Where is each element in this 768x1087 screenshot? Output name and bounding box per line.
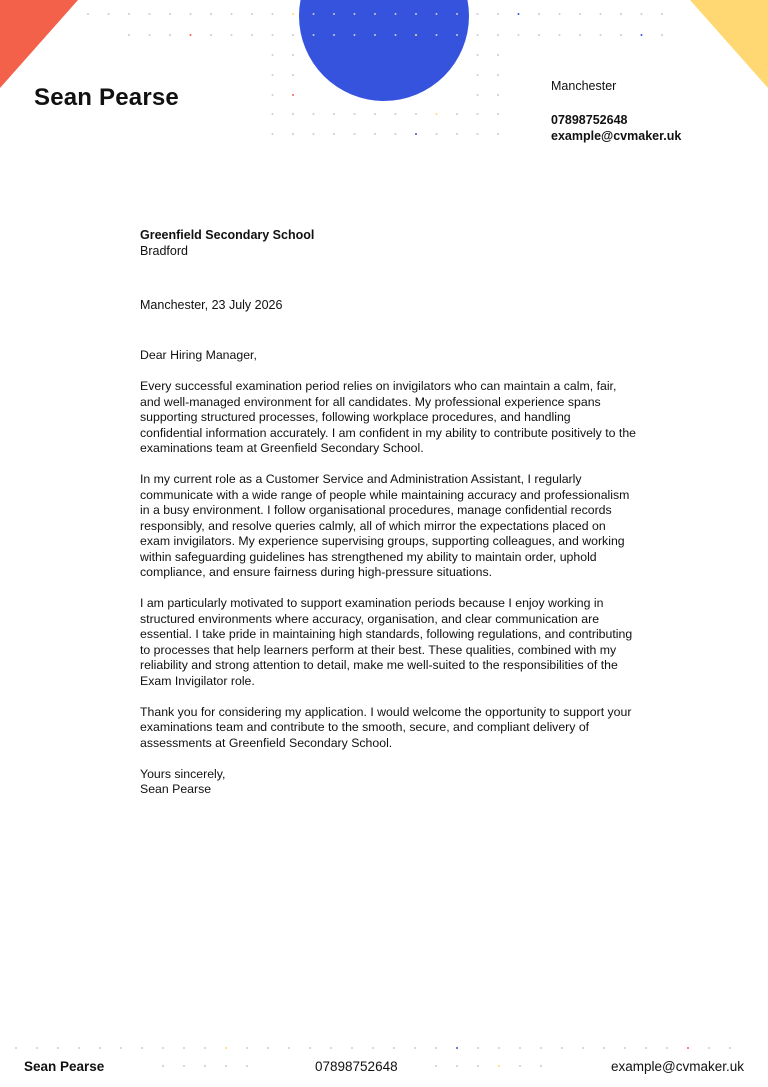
decorative-dot bbox=[169, 34, 171, 36]
decorative-dot bbox=[477, 34, 479, 36]
decorative-dot bbox=[141, 1047, 143, 1049]
decorative-dot bbox=[351, 1047, 353, 1049]
decorative-dot bbox=[374, 113, 376, 115]
decorative-dot bbox=[372, 1047, 374, 1049]
applicant-name-heading: Sean Pearse bbox=[34, 84, 179, 111]
decorative-dot bbox=[272, 13, 274, 15]
decorative-dot bbox=[87, 13, 89, 15]
decorative-dot bbox=[333, 113, 335, 115]
decorative-dot bbox=[477, 13, 479, 15]
decorative-dot bbox=[309, 1047, 311, 1049]
decorative-dot bbox=[582, 1047, 584, 1049]
decorative-dot bbox=[162, 1047, 164, 1049]
decorative-dot bbox=[393, 1047, 395, 1049]
decorative-dot bbox=[538, 34, 540, 36]
decorative-dot bbox=[57, 1047, 59, 1049]
decorative-dot bbox=[436, 113, 438, 115]
decorative-dot bbox=[415, 34, 417, 36]
decorative-dot bbox=[292, 13, 294, 15]
decorative-dot bbox=[313, 13, 315, 15]
decorative-dot bbox=[210, 34, 212, 36]
decorative-dot bbox=[267, 1047, 269, 1049]
decorative-dot bbox=[415, 13, 417, 15]
decorative-dot bbox=[518, 34, 520, 36]
decorative-dot bbox=[292, 113, 294, 115]
decorative-dot bbox=[395, 113, 397, 115]
decorative-dot bbox=[708, 1047, 710, 1049]
decorative-dot bbox=[477, 1047, 479, 1049]
decorative-dot bbox=[395, 13, 397, 15]
decorative-dot bbox=[395, 133, 397, 135]
decorative-dot bbox=[729, 1047, 731, 1049]
salutation: Dear Hiring Manager, bbox=[140, 348, 257, 362]
decorative-dot bbox=[99, 1047, 101, 1049]
letter-paragraph: Thank you for considering my application. I would welcome the opportunity to support your examinations team and contribute to the smooth, secure, and compliant delivery of assessments at Greenfield Secondary School. bbox=[140, 704, 632, 750]
yellow-corner-shape bbox=[690, 0, 768, 88]
decorative-dot bbox=[183, 1047, 185, 1049]
closing: Yours sincerely, bbox=[140, 766, 226, 781]
decorative-dot bbox=[497, 34, 499, 36]
decorative-dot bbox=[36, 1047, 38, 1049]
decorative-dot bbox=[540, 1047, 542, 1049]
decorative-dot bbox=[169, 13, 171, 15]
decorative-dot bbox=[374, 13, 376, 15]
decorative-dot bbox=[149, 13, 151, 15]
decorative-dot bbox=[661, 13, 663, 15]
decorative-dot bbox=[333, 133, 335, 135]
decorative-dot bbox=[395, 34, 397, 36]
contact-block bbox=[551, 78, 681, 144]
footer-email[interactable]: example@cvmaker.uk bbox=[610, 1059, 744, 1074]
decorative-dot bbox=[120, 1047, 122, 1049]
decorative-dot bbox=[687, 1047, 689, 1049]
decorative-dot bbox=[246, 1047, 248, 1049]
decorative-dot bbox=[333, 13, 335, 15]
decorative-dot bbox=[561, 1047, 563, 1049]
decorative-dot bbox=[190, 34, 192, 36]
decorative-dot bbox=[251, 13, 253, 15]
letter-paragraph: Every successful examination period relies on invigilators who can maintain a calm, fair, and well-managed environment for all candidates. My professional experience spans supporting structured processes, following workplace procedures, and handling confidential information accurately. I am confident in my ability to contribute positively to the examinations team at Greenfield Secondary School. bbox=[140, 379, 636, 455]
decorative-dot bbox=[292, 74, 294, 76]
decorative-dot bbox=[559, 13, 561, 15]
page-footer bbox=[0, 1058, 768, 1078]
decorative-dot bbox=[519, 1047, 521, 1049]
decorative-dot bbox=[190, 13, 192, 15]
decorative-dot bbox=[477, 74, 479, 76]
decorative-dot bbox=[272, 54, 274, 56]
decorative-dot bbox=[456, 133, 458, 135]
decorative-dot bbox=[292, 34, 294, 36]
decorative-dot bbox=[354, 34, 356, 36]
decorative-dot bbox=[272, 34, 274, 36]
decorative-dot bbox=[210, 13, 212, 15]
decorative-dot bbox=[272, 94, 274, 96]
decorative-dot bbox=[477, 94, 479, 96]
decorative-dot bbox=[498, 1047, 500, 1049]
decorative-dot bbox=[108, 13, 110, 15]
decorative-dot bbox=[641, 34, 643, 36]
decorative-dot bbox=[497, 54, 499, 56]
decorative-dot bbox=[661, 34, 663, 36]
decorative-dot bbox=[436, 34, 438, 36]
decorative-dot bbox=[225, 1047, 227, 1049]
contact-phone[interactable]: 07898752648 bbox=[551, 113, 628, 127]
decorative-dot bbox=[354, 113, 356, 115]
decorative-dot bbox=[128, 13, 130, 15]
decorative-dot bbox=[456, 13, 458, 15]
decorative-dot bbox=[641, 13, 643, 15]
decorative-dot bbox=[456, 34, 458, 36]
decorative-dot bbox=[436, 133, 438, 135]
decorative-dot bbox=[497, 94, 499, 96]
decorative-dot bbox=[374, 34, 376, 36]
contact-email[interactable]: example@cvmaker.uk bbox=[551, 129, 682, 143]
recipient-location: Bradford bbox=[140, 244, 188, 258]
signature: Sean Pearse bbox=[140, 782, 212, 796]
letter-paragraph: In my current role as a Customer Service and Administration Assistant, I regularly communicate with a wide range of people while maintaining accuracy and professionalism in a busy environment. I follow organisational procedures, manage confidential records responsibly, and resolve queries calmly, all of which mirror the expectations placed on exam invigilators. My experience supervising groups, supporting colleagues, and working within safeguarding guidelines has strengthened my ability to maintain order, uphold compliance, and ensure fairness during high-pressure situations. bbox=[140, 472, 630, 579]
decorative-dot bbox=[313, 133, 315, 135]
decorative-dot bbox=[292, 54, 294, 56]
recipient-block bbox=[140, 227, 314, 259]
decorative-dot bbox=[231, 13, 233, 15]
decorative-dot bbox=[415, 133, 417, 135]
decorative-dot bbox=[354, 133, 356, 135]
decorative-dot bbox=[330, 1047, 332, 1049]
decorative-dot bbox=[666, 1047, 668, 1049]
decorative-dot bbox=[272, 113, 274, 115]
decorative-dot bbox=[414, 1047, 416, 1049]
decorative-dot bbox=[292, 94, 294, 96]
decorative-dot bbox=[579, 13, 581, 15]
decorative-dot bbox=[497, 133, 499, 135]
decorative-dot bbox=[436, 13, 438, 15]
decorative-dot bbox=[456, 113, 458, 115]
decorative-dot bbox=[518, 13, 520, 15]
decorative-dot bbox=[272, 74, 274, 76]
decorative-dot bbox=[645, 1047, 647, 1049]
decorative-dot bbox=[477, 133, 479, 135]
blue-circle-shape bbox=[299, 0, 469, 101]
decorative-dot bbox=[477, 54, 479, 56]
contact-location: Manchester bbox=[551, 79, 617, 93]
decorative-dot bbox=[620, 34, 622, 36]
decorative-dot bbox=[78, 1047, 80, 1049]
decorative-dot bbox=[313, 34, 315, 36]
decorative-dot bbox=[603, 1047, 605, 1049]
coral-corner-shape bbox=[0, 0, 78, 88]
decorative-dot bbox=[579, 34, 581, 36]
decorative-dot bbox=[624, 1047, 626, 1049]
decorative-dot bbox=[313, 113, 315, 115]
decorative-dot bbox=[272, 133, 274, 135]
decorative-dot bbox=[288, 1047, 290, 1049]
footer-phone[interactable]: 07898752648 bbox=[315, 1059, 398, 1074]
decorative-dot bbox=[497, 113, 499, 115]
decorative-dot bbox=[333, 34, 335, 36]
decorative-dot bbox=[435, 1047, 437, 1049]
recipient-name: Greenfield Secondary School bbox=[140, 228, 315, 242]
letter-body bbox=[140, 348, 636, 798]
decorative-dot bbox=[15, 1047, 17, 1049]
decorative-dot bbox=[497, 13, 499, 15]
decorative-dot bbox=[497, 74, 499, 76]
decorative-dot bbox=[456, 1047, 458, 1049]
decorative-dot bbox=[354, 13, 356, 15]
decorative-dot bbox=[251, 34, 253, 36]
letter-paragraph: I am particularly motivated to support examination periods because I enjoy working in structured environments where accuracy, organisation, and clear communication are essential. I take pride in maintaining high standards, following regulations, and contributing to processes that help learners perform at their best. These qualities, combined with my reliability and strong attention to detail, make me well-suited to the responsibilities of the Exam Invigilator role. bbox=[140, 596, 633, 688]
decorative-dot bbox=[620, 13, 622, 15]
decorative-dot bbox=[374, 133, 376, 135]
decorative-dot bbox=[559, 34, 561, 36]
decorative-dot bbox=[231, 34, 233, 36]
decorative-dot bbox=[204, 1047, 206, 1049]
date-line: Manchester, 23 July 2026 bbox=[140, 298, 283, 312]
decorative-dot bbox=[292, 133, 294, 135]
decorative-dot bbox=[538, 13, 540, 15]
decorative-dot bbox=[128, 34, 130, 36]
decorative-dot bbox=[415, 113, 417, 115]
decorative-dot bbox=[600, 13, 602, 15]
decorative-dot bbox=[477, 113, 479, 115]
decorative-dot bbox=[600, 34, 602, 36]
footer-name: Sean Pearse bbox=[24, 1059, 105, 1074]
decorative-dot bbox=[149, 34, 151, 36]
